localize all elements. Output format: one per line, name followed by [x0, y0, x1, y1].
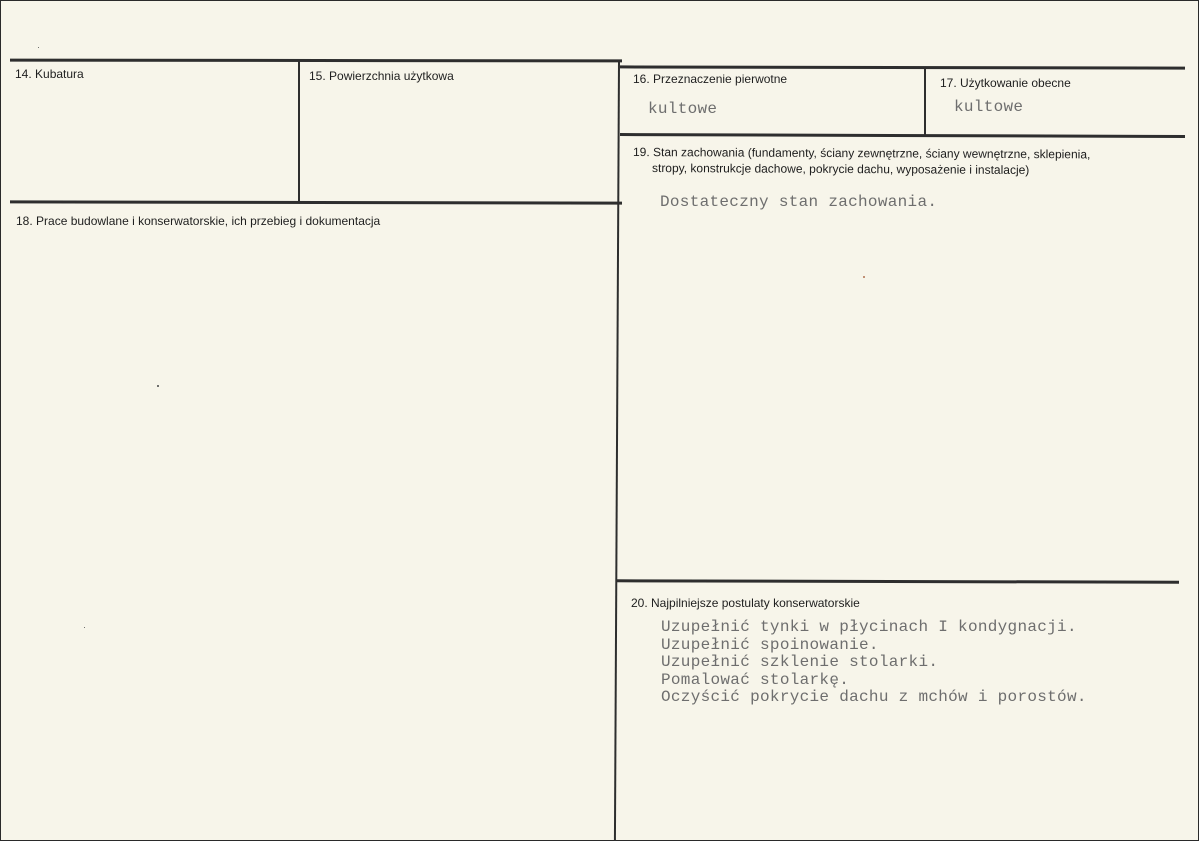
- postulat-line: Uzupełnić szklenie stolarki.: [661, 653, 939, 671]
- postulat-line: Uzupełnić spoinowanie.: [661, 635, 879, 654]
- divider-14-15: [298, 60, 300, 203]
- field-17-label: 17. Użytkowanie obecne: [940, 76, 1071, 90]
- field-20-label: 20. Najpilniejsze postulaty konserwatorskie: [631, 596, 860, 610]
- paper-speck: [38, 47, 39, 48]
- field-19-label-line-2: stropy, konstrukcje dachowe, pokrycie dachu, wyposażenie i instalacje): [651, 161, 1030, 177]
- paper-speck: [863, 276, 865, 278]
- paper-speck: [84, 627, 85, 628]
- field-19-value: Dostateczny stan zachowania.: [660, 193, 938, 211]
- postulat-line: Oczyścić pokrycie dachu z mchów i porostów.: [661, 688, 1087, 706]
- paper-speck: [157, 385, 159, 387]
- postulat-line: Pomalować stolarkę.: [661, 670, 850, 689]
- field-18-label: 18. Prace budowlane i konserwatorskie, ich przebieg i dokumentacja: [16, 214, 381, 228]
- postulat-line: Uzupełnić tynki w płycinach I kondygnacji.: [661, 618, 1077, 636]
- field-16-value: kultowe: [648, 100, 718, 118]
- field-16-label: 16. Przeznaczenie pierwotne: [633, 72, 788, 86]
- field-14-label: 14. Kubatura: [15, 67, 84, 81]
- field-15-label: 15. Powierzchnia użytkowa: [309, 69, 454, 83]
- field-19-label-line-1: 19. Stan zachowania (fundamenty, ściany zewnętrzne, ściany wewnętrzne, sklepienia,: [632, 145, 1091, 162]
- field-17-value: kultowe: [954, 98, 1024, 116]
- divider-16-17: [924, 67, 926, 137]
